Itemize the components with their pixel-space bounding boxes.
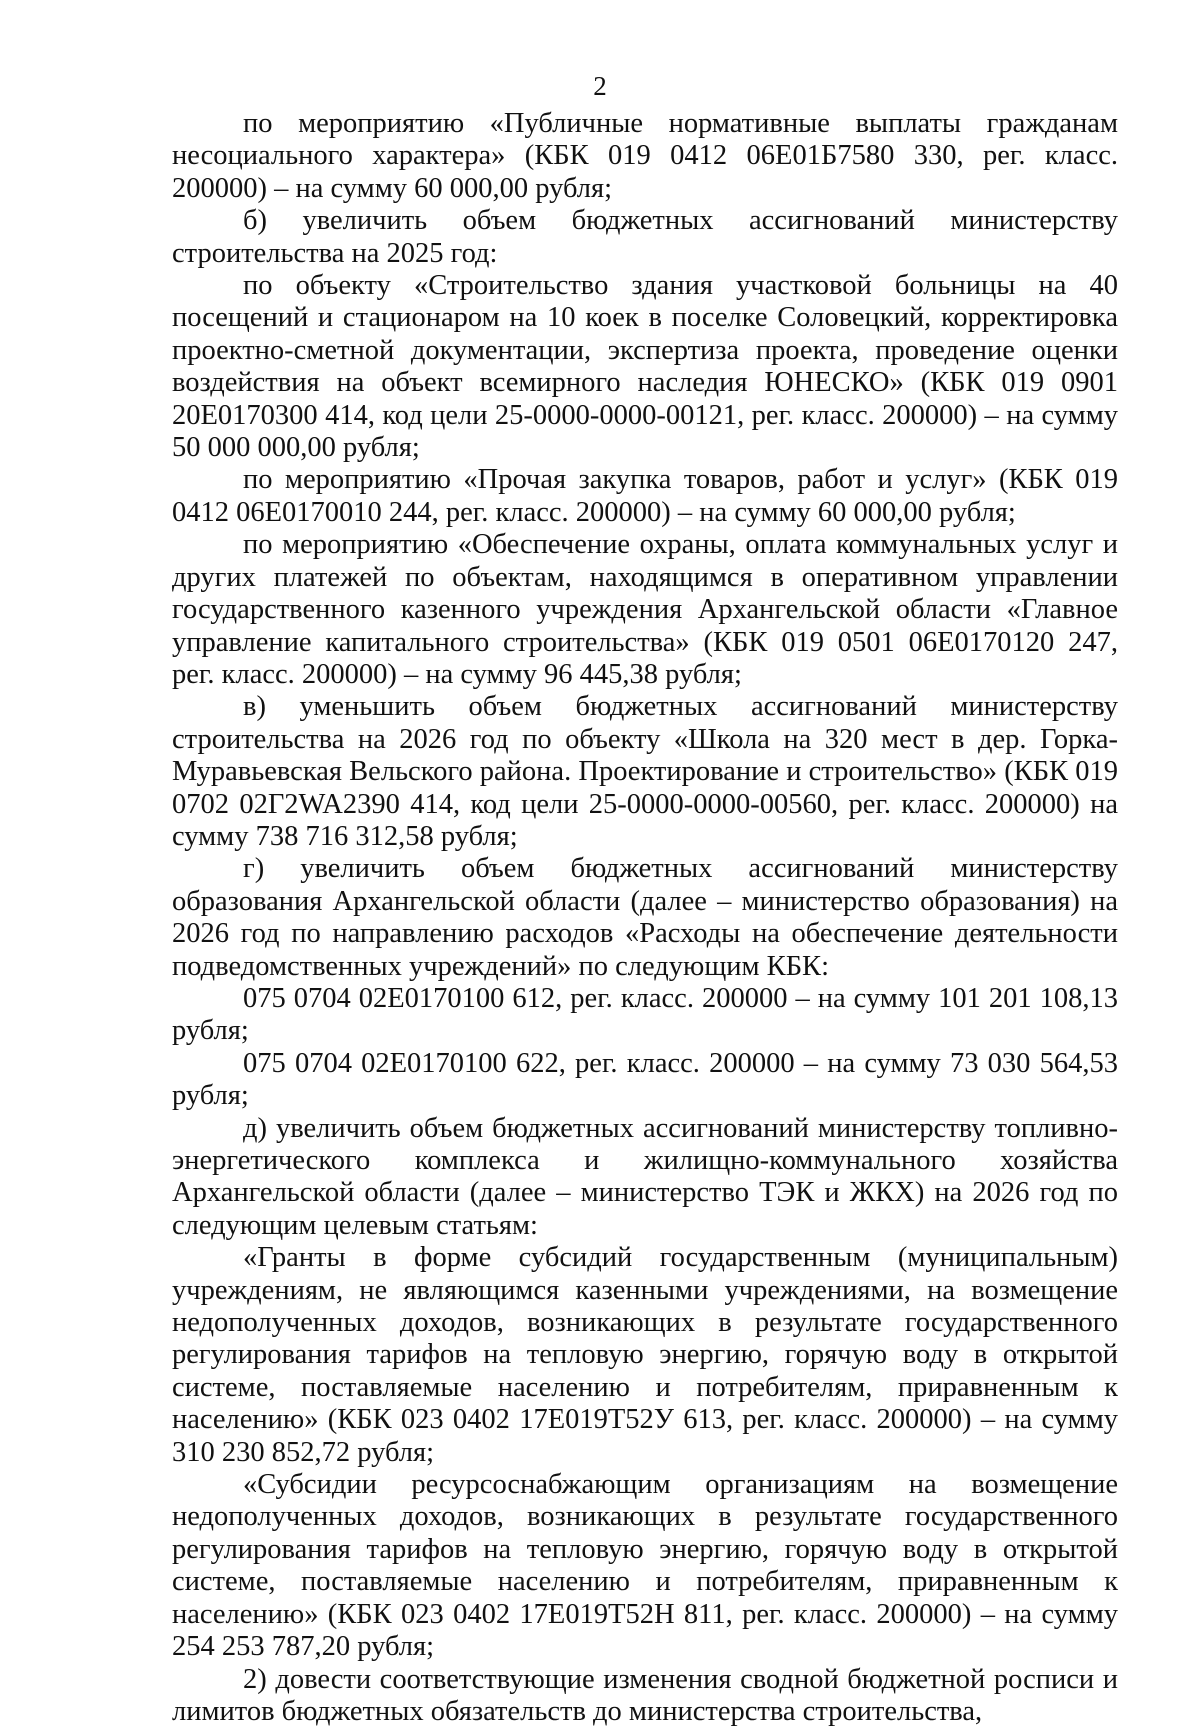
paragraph-security-utilities: по мероприятию «Обеспечение охраны, оплата коммунальных услуг и других платежей по объектам, находящимся в оперативном управлении государственного казенного учреждения Архангельской области «Главное управление капитального строительства» (КБК 019 0501 06Е0170120 247, рег. класс. 200000) – на сумму 96 445,38 рубля; [172,529,1118,691]
paragraph-bring-changes: 2) довести соответствующие изменения сводной бюджетной росписи и лимитов бюджетных обязательств до министерства строительства, [172,1664,1118,1728]
paragraph-grants-subsidies: «Гранты в форме субсидий государственным (муниципальным) учреждениям, не являющимся казенными учреждениями, на возмещение недополученных доходов, возникающих в результате государственного регулирования тарифов на тепловую энергию, горячую воду в открытой системе, поставляемые населению и потребителям, приравненным к населению» (КБК 023 0402 17Е019Т52У 613, рег. класс. 200000) – на сумму 310 230 852,72 рубля; [172,1242,1118,1469]
paragraph-solovetsky-hospital: по объекту «Строительство здания участковой больницы на 40 посещений и стационаром на 10 коек в поселке Соловецкий, корректировка проектно-сметной документации, экспертиза проекта, проведение оценки воздействия на объект всемирного наследия ЮНЕСКО» (КБК 019 0901 20Е0170300 414, код цели 25-0000-0000-00121, рег. класс. 200000) – на сумму 50 000 000,00 рубля; [172,270,1118,464]
page-number: 2 [0,70,1200,102]
paragraph-resource-subsidies: «Субсидии ресурсоснабжающим организациям на возмещение недополученных доходов, возникающих в результате государственного регулирования тарифов на тепловую энергию, горячую воду в открытой системе, поставляемые населению и потребителям, приравненным к населению» (КБК 023 0402 17Е019Т52Н 811, рег. класс. 200000) – на сумму 254 253 787,20 рубля; [172,1469,1118,1663]
paragraph-increase-education-2026: г) увеличить объем бюджетных ассигнований министерству образования Архангельской области (далее – министерство образования) на 2026 год по направлению расходов «Расходы на обеспечение деятельности подведомственных учреждений» по следующим КБК: [172,853,1118,983]
paragraph-kbk-622: 075 0704 02Е0170100 622, рег. класс. 200000 – на сумму 73 030 564,53 рубля; [172,1048,1118,1113]
paragraph-increase-tek-zhkh-2026: д) увеличить объем бюджетных ассигнований министерству топливно-энергетического комплекса и жилищно-коммунального хозяйства Архангельской области (далее – министерство ТЭК и ЖКХ) на 2026 год по следующим целевым статьям: [172,1113,1118,1243]
paragraph-kbk-612: 075 0704 02Е0170100 612, рег. класс. 200000 – на сумму 101 201 108,13 рубля; [172,983,1118,1048]
paragraph-other-procurement: по мероприятию «Прочая закупка товаров, работ и услуг» (КБК 019 0412 06Е0170010 244, рег. класс. 200000) – на сумму 60 000,00 рубля; [172,464,1118,529]
paragraph-public-payments: по мероприятию «Публичные нормативные выплаты гражданам несоциального характера» (КБК 019 0412 06Е01Б7580 330, рег. класс. 200000) – на сумму 60 000,00 рубля; [172,108,1118,205]
document-body [172,108,1118,1728]
paragraph-decrease-school-2026: в) уменьшить объем бюджетных ассигнований министерству строительства на 2026 год по объекту «Школа на 320 мест в дер. Горка-Муравьевская Вельского района. Проектирование и строительство» (КБК 019 0702 02Г2WA2390 414, код цели 25-0000-0000-00560, рег. класс. 200000) на сумму 738 716 312,58 рубля; [172,691,1118,853]
paragraph-increase-construction-2025: б) увеличить объем бюджетных ассигнований министерству строительства на 2025 год: [172,205,1118,270]
